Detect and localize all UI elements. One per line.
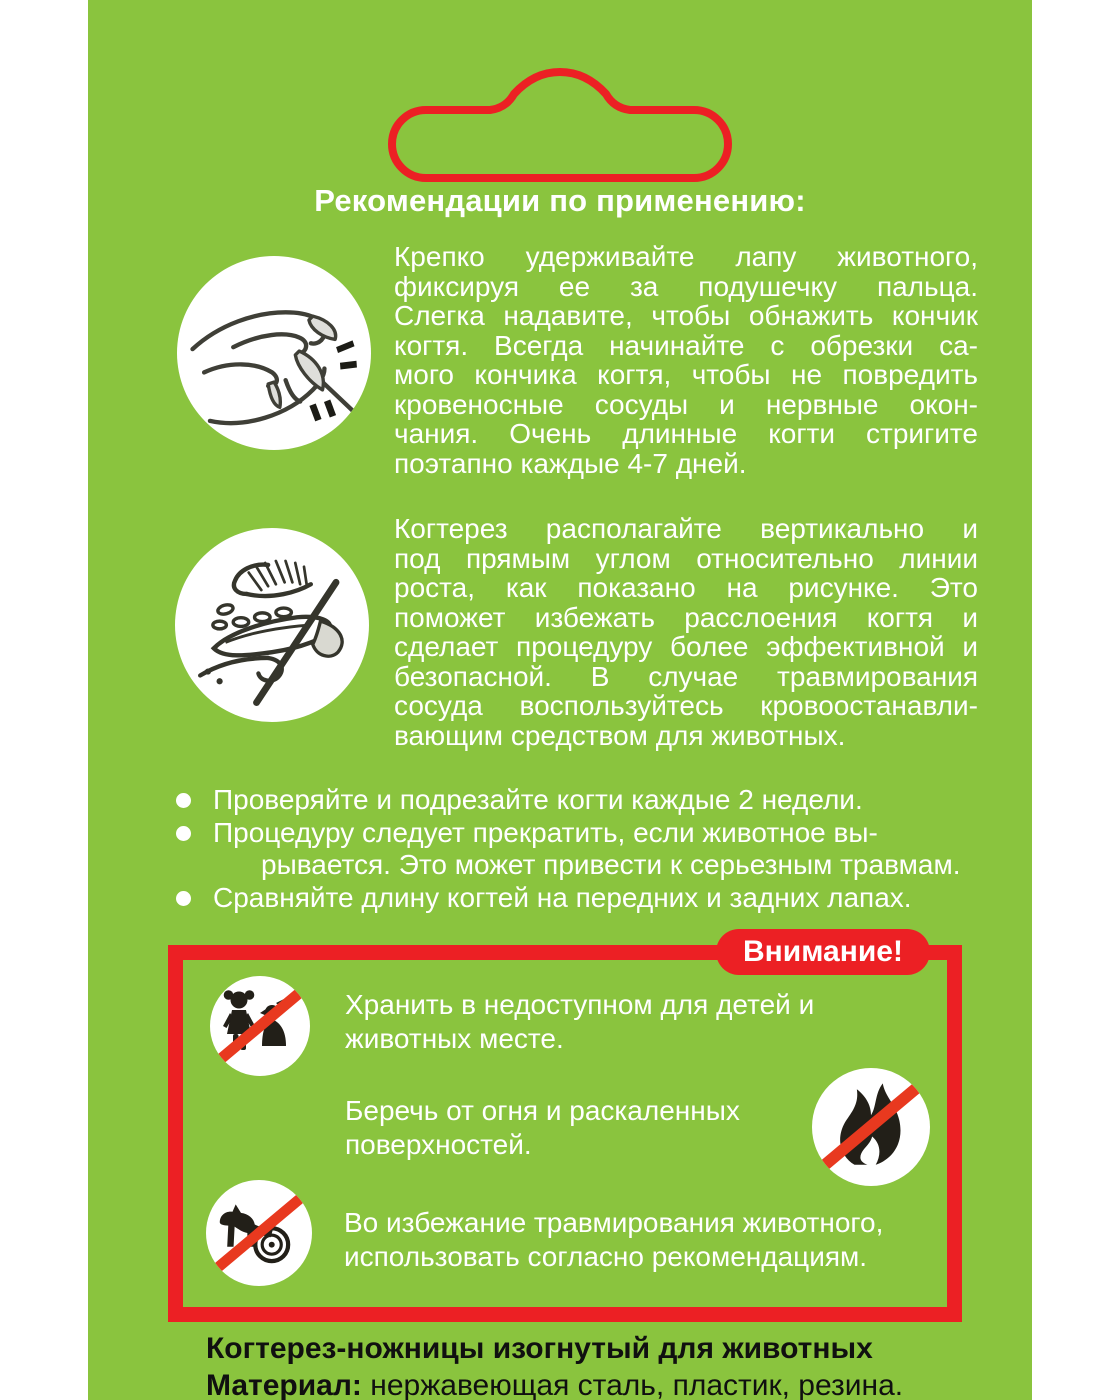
warning-badge: Внимание! bbox=[716, 929, 930, 975]
no-open-flame-icon bbox=[812, 1068, 930, 1186]
text-line: Беречь от огня и раскаленных bbox=[345, 1095, 740, 1126]
material-line bbox=[206, 1369, 903, 1400]
bullet-icon bbox=[176, 826, 191, 841]
bullet-icon bbox=[176, 891, 191, 906]
product-name: Когтерез-ножницы изогнутый для животных bbox=[206, 1332, 873, 1365]
text-line: поможет избежать расслоения когтя и bbox=[394, 601, 978, 633]
paw-squeeze-illustration bbox=[177, 256, 371, 450]
tips-list bbox=[176, 784, 976, 914]
page-title: Рекомендации по применению: bbox=[314, 183, 806, 218]
no-children-or-pets-icon bbox=[210, 976, 310, 1076]
text-line: поверхностей. bbox=[345, 1128, 532, 1160]
tip-item bbox=[176, 882, 976, 915]
text-line: фиксируя ее за подушечку пальца. bbox=[394, 270, 978, 302]
warning-text-2 bbox=[345, 1094, 740, 1161]
text-line: безопасной. В случае травмирования bbox=[394, 660, 978, 692]
no-animal-injury-icon bbox=[206, 1180, 312, 1286]
material-label: Материал: bbox=[206, 1369, 362, 1400]
text-line: животных месте. bbox=[345, 1022, 564, 1054]
text-line: Слегка надавите, чтобы обнажить кончик bbox=[394, 300, 978, 331]
hang-tab-outline-icon bbox=[386, 64, 734, 182]
warning-text-1 bbox=[345, 988, 814, 1055]
text-line: роста, как показано на рисунке. Это bbox=[394, 572, 978, 603]
text-line: когтя. Всегда начинайте с обрезки са- bbox=[394, 329, 978, 361]
text-line: Процедуру следует прекратить, если животное вы- bbox=[213, 816, 878, 848]
claw-trim-angle-illustration bbox=[175, 528, 369, 722]
text-line: Когтерез располагайте вертикально и bbox=[394, 513, 978, 544]
text-line: кровеносные сосуды и нервные окон- bbox=[394, 388, 978, 420]
text-line: Крепко удерживайте лапу животного, bbox=[394, 241, 978, 272]
instruction-paragraph-2 bbox=[394, 514, 978, 750]
text-line: Хранить в недоступном для детей и bbox=[345, 989, 815, 1020]
text-line: использовать согласно рекомендациям. bbox=[344, 1240, 868, 1272]
text-line: мого кончика когтя, чтобы не повредить bbox=[394, 359, 978, 390]
text-line: сосуда воспользуйтесь кровоостанавли- bbox=[394, 690, 978, 721]
tip-item bbox=[176, 784, 976, 817]
text-line: под прямым углом относительно линии bbox=[394, 542, 978, 574]
text-line: Во избежание травмирования животного, bbox=[344, 1207, 884, 1238]
material-value: нержавеющая сталь, пластик, резина. bbox=[361, 1369, 904, 1400]
text-line: вающим средством для животных. bbox=[394, 719, 846, 751]
text-line: Проверяйте и подрезайте когти каждые 2 недели. bbox=[213, 784, 863, 815]
text-line: сделает процедуру более эффективной и bbox=[394, 631, 978, 662]
tip-item bbox=[176, 817, 976, 882]
text-line: Сравняйте длину когтей на передних и задних лапах. bbox=[213, 881, 912, 913]
text-line: чания. Очень длинные когти стригите bbox=[394, 418, 978, 449]
warning-text-3 bbox=[344, 1206, 883, 1273]
text-line: поэтапно каждые 4-7 дней. bbox=[394, 447, 747, 479]
instruction-paragraph-1 bbox=[394, 242, 978, 478]
text-line: рывается. Это может привести к серьезным травмам. bbox=[261, 849, 961, 880]
bullet-icon bbox=[176, 793, 191, 808]
